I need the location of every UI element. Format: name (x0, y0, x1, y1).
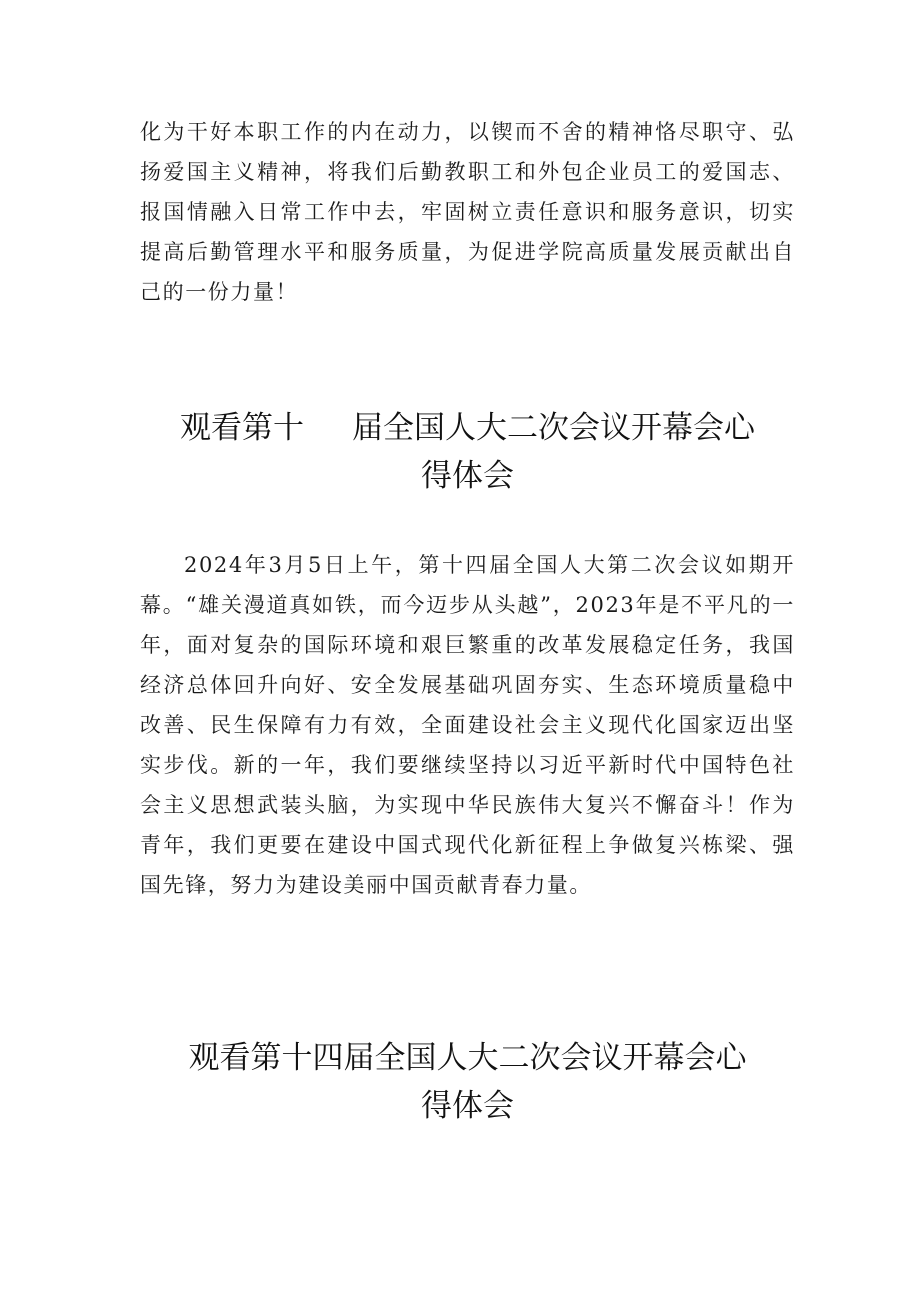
heading-2-line-2: 得体会 (421, 1088, 514, 1124)
article-heading-1 (140, 404, 795, 500)
heading-1-line-1 (140, 404, 795, 452)
heading-2-line-1: 观看第十四届全国人大二次会议开幕会心 (188, 1040, 747, 1076)
heading-1-line-2: 得体会 (421, 458, 514, 494)
paragraph-continued: 化为干好本职工作的内在动力，以锲而不舍的精神恪尽职守、弘扬爱国主义精神，将我们后勤教职工和外包企业员工的爱国志、报国情融入日常工作中去，牢固树立责任意识和服务意识，切实提高后勤管理水平和服务质量，为促进学院高质量发展贡献出自己的一份力量！ (140, 120, 795, 304)
heading-1-part-1: 观看第十 (180, 410, 304, 446)
paragraph-main: 2024年3月5日上午，第十四届全国人大第二次会议如期开幕。“雄关漫道真如铁，而今迈步从头越”，2023年是不平凡的一年，面对复杂的国际环境和艰巨繁重的改革发展稳定任务，我国经济总体回升向好、安全发展基础巩固夯实、生态环境质量稳中改善、民生保障有力有效，全面建设社会主义现代化国家迈出坚实步伐。新的一年，我们要继续坚持以习近平新时代中国特色社会主义思想武装头脑，为实现中华民族伟大复兴不懈奋斗！作为青年，我们更要在建设中国式现代化新征程上争做复兴栋梁、强国先锋，努力为建设美丽中国贡献青春力量。 (140, 553, 795, 897)
article-heading-2 (140, 1034, 795, 1130)
heading-1-part-2: 届全国人大二次会议开幕会心 (352, 410, 755, 446)
